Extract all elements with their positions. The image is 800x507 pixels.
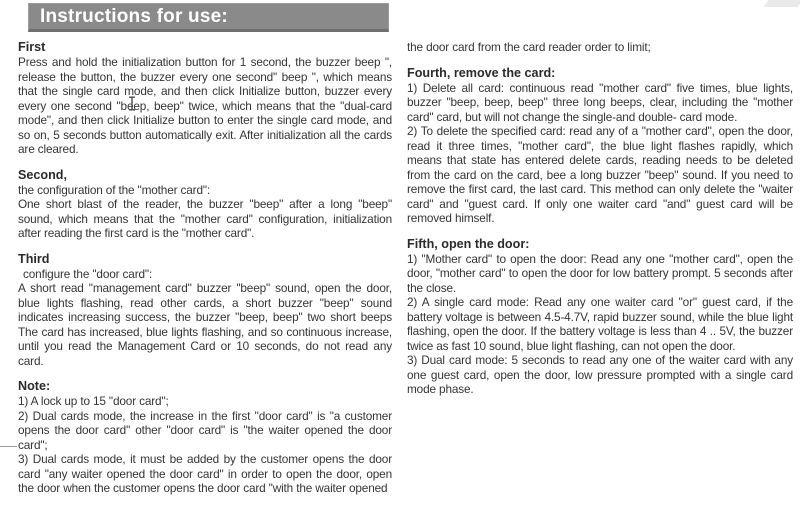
section-first (18, 40, 392, 157)
paragraph: configure the "door card": (23, 266, 153, 281)
paragraph: One short blast of the reader, the buzzer "beep" after a long "beep" sound, which means that the "mother card" configuration, initialization after reading the first card is the "mother card". (18, 197, 392, 240)
section-heading-note: Note: (18, 379, 51, 393)
section-heading-second: Second, (18, 167, 67, 182)
section-fourth (407, 66, 793, 226)
scan-artifact-line (0, 446, 17, 447)
fourth-item-1: 1) Delete all card: continuous read "mother card" five times, blue lights, buzzer "beep, beep, beep" three long beeps, clear, including the "mother card" card, but will not change the single-and double- card mode. (407, 80, 793, 124)
fifth-item-1: 1) "Mother card" to open the door: Read any one "mother card", open the door, "mother card" to open the door for low battery prompt. 5 seconds after the close. (407, 251, 793, 295)
note-item-3: 3) Dual cards mode, it must be added by the customer opens the door card "any waiter opened the door card" in order to open the door, open the door when the customer opens the door card "with the waiter opened (18, 452, 392, 495)
section-fifth (407, 237, 793, 397)
fourth-item-2: 2) To delete the specified card: read any of a "mother card", open the door, read it three times, "mother card", the blue light flashes rapidly, which means that state has entered delete cards, reading needs to be deleted from the card on the card, bee a long buzzer "beep" sound. If you need to remove the first card, the last card. This method can only delete the "waiter card" and "guest card. If only one waiter card "and" guest card will be removed himself. (407, 124, 793, 225)
fifth-item-3: 3) Dual card mode: 5 seconds to read any one of the waiter card with any one guest card, open the door, low pressure prompted with a single card mode phase. (407, 353, 793, 396)
paragraph: Press and hold the initialization button for 1 second, the buzzer beep ", release the button, the buzzer every one second" beep ", which means that the single card mode, and then click Initialize button, buzzer every every one second "beep, beep" twice, which means that the "dual-card mode", and then click Initialize button to enter the single card mode, and so on, 5 seconds button automatically exit. After initialization all the cards are cleared. (18, 55, 392, 156)
continued-text: the door card from the card reader order to limit; (407, 40, 651, 54)
page-title: Instructions for use: (40, 6, 228, 27)
paragraph: A short read "management card" buzzer "beep" sound, open the door, blue lights flashing, read other cards, a short buzzer "beep" sound indicates increasing success, the buzzer "beep, beep" two short beeps The card has increased, blue lights flashing, and so continuous increase, until you read the Management Card or 10 seconds, do not read any card. (18, 281, 392, 368)
left-column (18, 40, 392, 507)
paragraph: the configuration of the "mother card": (18, 182, 211, 197)
text-ibeam-cursor-icon (127, 96, 137, 111)
section-second (18, 168, 392, 241)
section-note (18, 379, 392, 496)
fifth-item-2: 2) A single card mode: Read any one waiter card "or" guest card, if the battery voltage is between 4.5-4.7V, rapid buzzer sound, while the blue light flashing, open the door. If the battery voltage is less than 4 .. 5V, the buzzer twice as fast 10 sound, blue light flashing, can not open the door. (407, 295, 793, 353)
section-heading-first: First (18, 40, 46, 54)
section-heading-third: Third (18, 251, 50, 266)
note-item-2: 2) Dual cards mode, the increase in the first "door card" is "a customer opens the door card" other "door card" is "the waiter opened the door card"; (18, 408, 392, 452)
section-third (18, 252, 392, 369)
title-bar (28, 3, 389, 32)
scan-artifact-corner (764, 0, 800, 7)
section-heading-fifth: Fifth, open the door: (407, 236, 530, 251)
note-item-1: 1) A lock up to 15 "door card"; (18, 394, 169, 408)
right-column (407, 40, 793, 507)
section-heading-fourth: Fourth, remove the card: (407, 65, 556, 80)
